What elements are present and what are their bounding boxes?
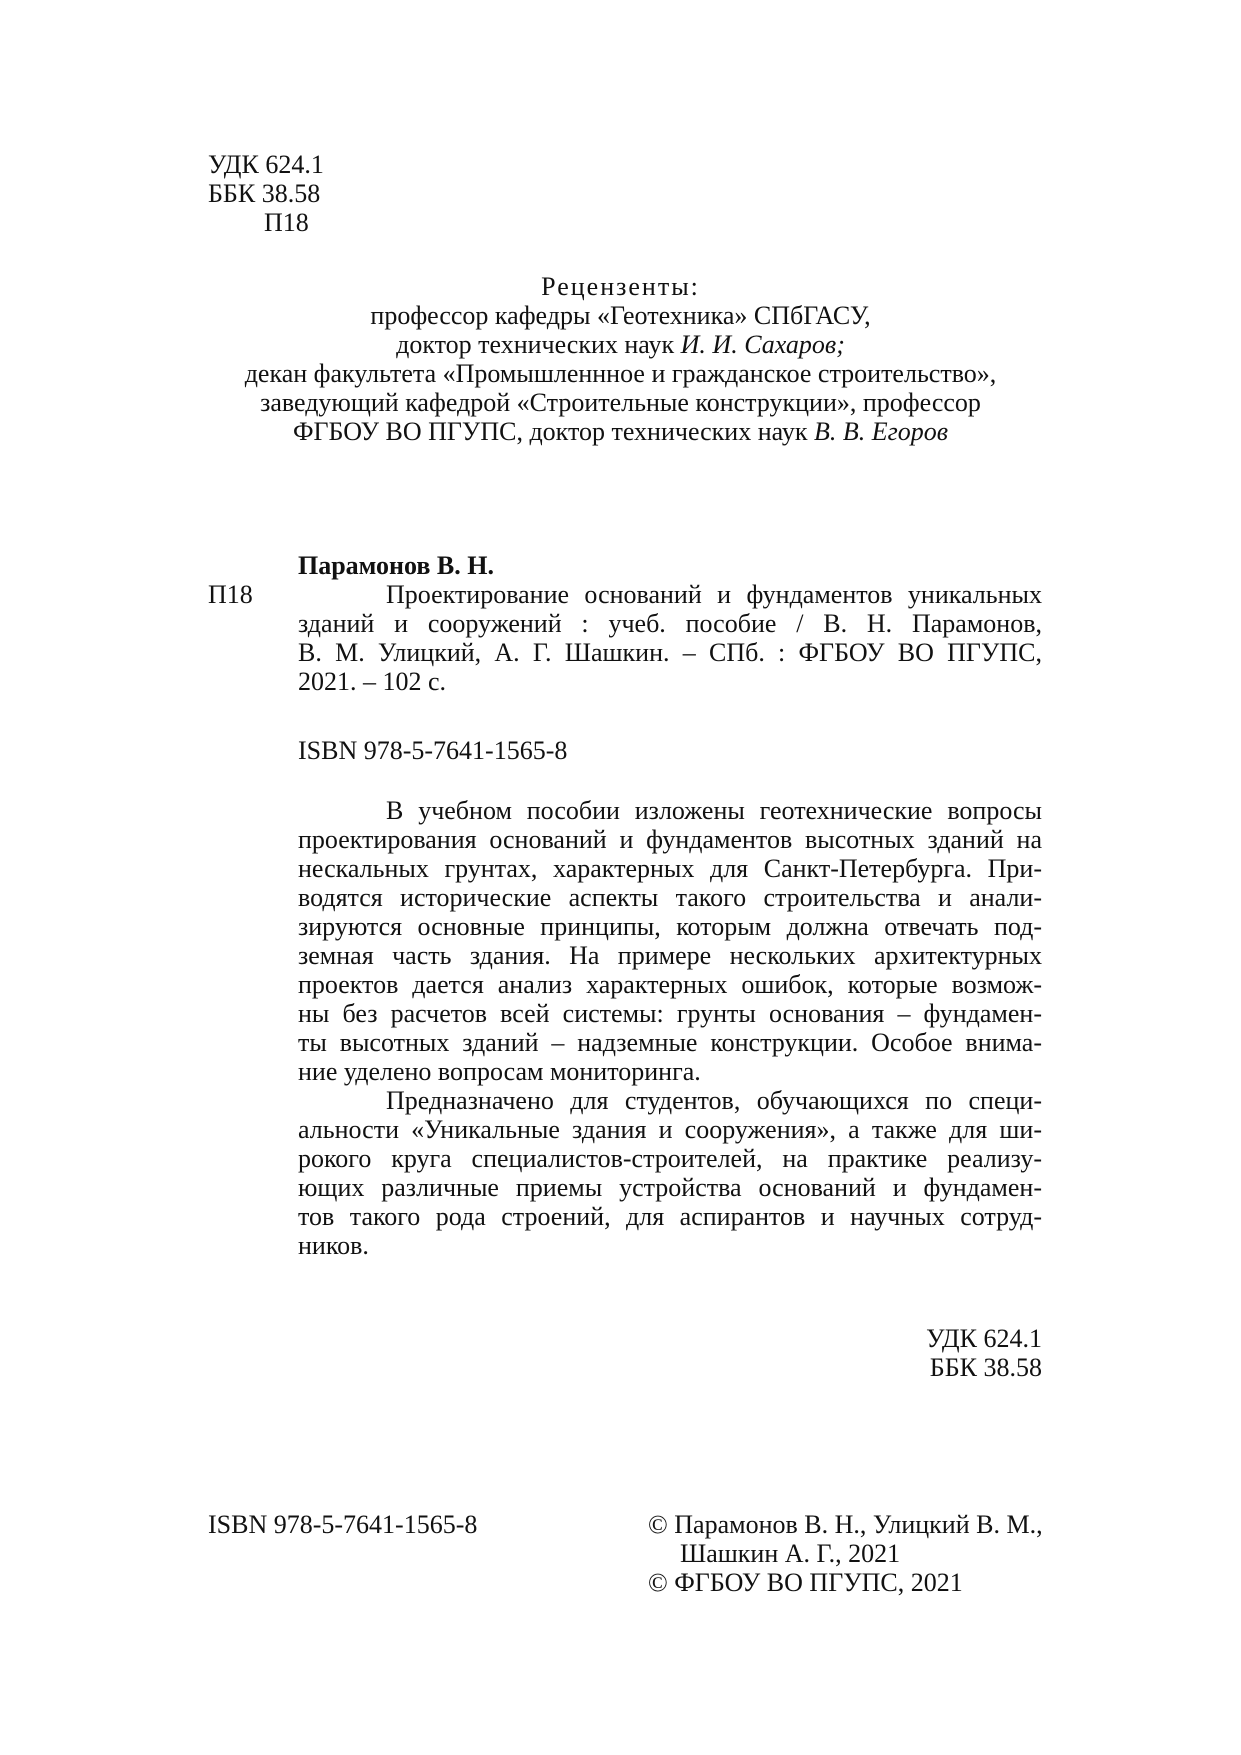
abstract-paragraph: [298, 1086, 1042, 1260]
abstract-line: Предназначено для студентов, обучающихся по специ-: [386, 1086, 1042, 1115]
reviewers-block: [0, 272, 1241, 446]
reviewer-line: профессор кафедры «Геотехника» СПбГАСУ,: [370, 301, 871, 330]
bbk-code: ББК 38.58: [929, 1353, 1042, 1382]
author-heading: Парамонов В. Н.: [298, 551, 494, 580]
bib-line: зданий и сооружений : учеб. пособие / В. Н. Парамонов,: [298, 609, 1042, 638]
abstract: [298, 796, 1042, 1260]
reviewer-name: И. И. Сахаров;: [680, 330, 845, 359]
udk-code: УДК 624.1: [208, 150, 324, 179]
classification-block-bottom: [298, 1324, 1042, 1382]
abstract-line: альности «Уникальные здания и сооружения», а также для ши-: [298, 1115, 1042, 1144]
abstract-line: зируются основные принципы, которым должна отвечать под-: [298, 912, 1042, 941]
reviewers-title: Рецензенты:: [541, 272, 700, 301]
reviewer-name: В. В. Егоров: [813, 417, 949, 446]
reviewer-line: доктор технических наук И. И. Сахаров;: [396, 330, 845, 359]
copyright-block: [648, 1510, 1043, 1597]
abstract-line: земная часть здания. На примере нескольких архитектурных: [298, 941, 1042, 970]
reviewer-line: ФГБОУ ВО ПГУПС, доктор технических наук В. В. Егоров: [292, 417, 949, 446]
bbk-code: ББК 38.58: [208, 179, 321, 208]
reviewer-line: декан факультета «Промышленнное и гражданское строительство»,: [244, 359, 997, 388]
abstract-line: водятся исторические аспекты такого строительства и анали-: [298, 883, 1042, 912]
abstract-line: ты высотных зданий – надземные конструкции. Особое внима-: [298, 1028, 1042, 1057]
bibliographic-record: [298, 551, 1042, 696]
abstract-line: ющих различные приемы устройства оснований и фундамен-: [298, 1173, 1042, 1202]
reviewer-line: заведующий кафедрой «Строительные конструкции», профессор: [260, 388, 981, 417]
bib-line: В. М. Улицкий, А. Г. Шашкин. – СПб. : ФГБОУ ВО ПГУПС,: [298, 638, 1042, 667]
abstract-line: рокого круга специалистов-строителей, на практике реализу-: [298, 1144, 1042, 1173]
classification-block: [208, 150, 324, 237]
copyright-line: © ФГБОУ ВО ПГУПС, 2021: [648, 1568, 963, 1597]
copyright-line: Шашкин А. Г., 2021: [680, 1539, 901, 1568]
abstract-line: В учебном пособии изложены геотехнические вопросы: [386, 796, 1042, 825]
bibliographic-code: П18: [208, 580, 253, 609]
abstract-line: тов такого рода строений, для аспирантов и научных сотруд-: [298, 1202, 1042, 1231]
bib-line: Проектирование оснований и фундаментов уникальных: [386, 580, 1042, 609]
copyright-line: © Парамонов В. Н., Улицкий В. М.,: [648, 1510, 1043, 1539]
abstract-line: ны без расчетов всей системы: грунты основания – фундамен-: [298, 999, 1042, 1028]
abstract-line: нескальных грунтах, характерных для Санкт-Петербурга. При-: [298, 854, 1042, 883]
abstract-line: ников.: [298, 1231, 369, 1260]
abstract-paragraph: [298, 796, 1042, 1086]
isbn-footer: ISBN 978-5-7641-1565-8: [208, 1510, 478, 1539]
author-mark: П18: [264, 208, 309, 237]
abstract-line: проектов дается анализ характерных ошибок, которые возмож-: [298, 970, 1042, 999]
isbn-record: ISBN 978-5-7641-1565-8: [298, 736, 568, 765]
udk-code: УДК 624.1: [926, 1324, 1042, 1353]
abstract-line: проектирования оснований и фундаментов высотных зданий на: [298, 825, 1042, 854]
bib-line: 2021. – 102 с.: [298, 667, 447, 696]
abstract-line: ние уделено вопросам мониторинга.: [298, 1057, 701, 1086]
